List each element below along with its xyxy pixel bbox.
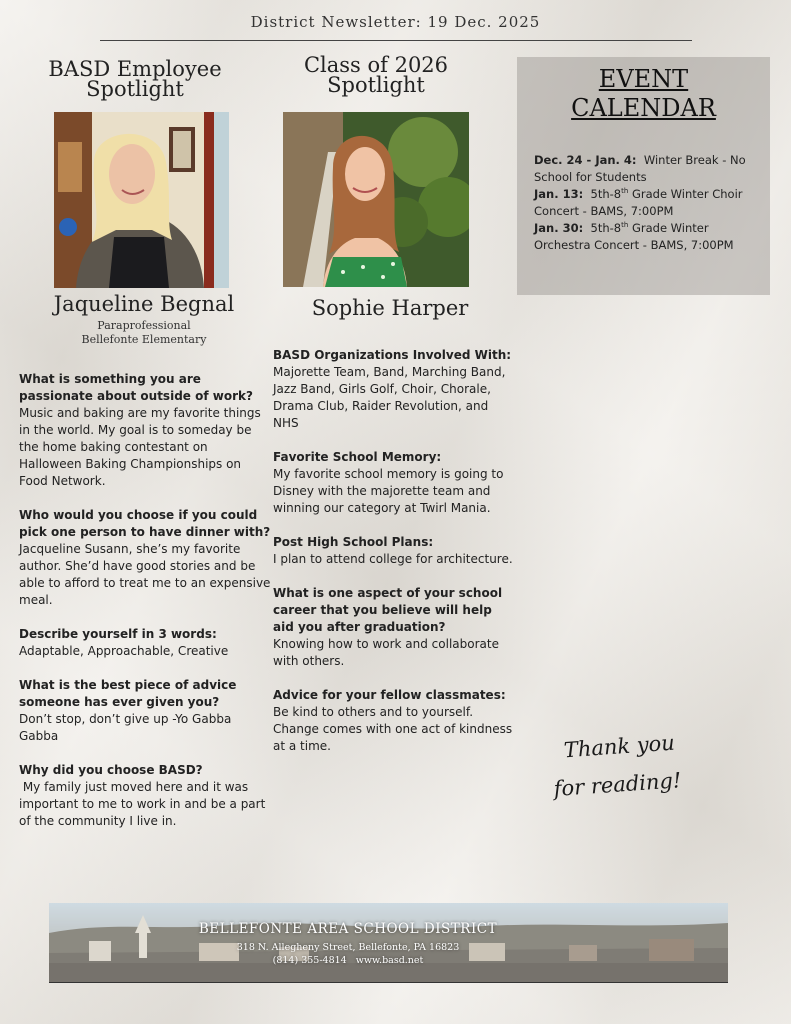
employee-position: Paraprofessional — [97, 319, 191, 332]
footer-contact: (814) 355-4814 www.basd.net — [272, 955, 424, 966]
student-answer: Majorette Team, Band, Marching Band, Jazz Band, Girls Golf, Choir, Chorale, Drama Club, Raider Revolution, and NHS — [273, 365, 506, 430]
student-qa-item — [273, 534, 513, 568]
employee-answer: Music and baking are my favorite things in the world. My goal is to someday be the home baking contestant on Halloween Baking Championships on Food Network. — [19, 406, 261, 488]
event-item — [534, 186, 756, 220]
student-question: BASD Organizations Involved With: — [273, 348, 512, 362]
student-qa-list — [273, 347, 513, 772]
employee-answer: Adaptable, Approachable, Creative — [19, 644, 229, 658]
employee-qa-item — [19, 371, 271, 490]
student-qa-item — [273, 687, 513, 755]
employee-school: Bellefonte Elementary — [81, 333, 207, 346]
student-answer: I plan to attend college for architecture. — [273, 552, 513, 566]
thank-you-line2: for reading! — [552, 768, 682, 802]
portrait-photo-icon — [283, 112, 469, 287]
thank-you-line1: Thank you — [563, 730, 676, 763]
employee-question: Why did you choose BASD? — [19, 763, 203, 777]
event-description: 5th-8 — [590, 187, 622, 201]
event-description-rest: Grade Winter Choir Concert - BAMS, 7:00PM — [534, 187, 743, 218]
student-qa-item — [273, 347, 513, 432]
employee-answer: Don’t stop, don’t give up -Yo Gabba Gabba — [19, 712, 232, 743]
event-item — [534, 152, 756, 186]
footer-address: 318 N. Allegheny Street, Bellefonte, PA 16823 — [236, 942, 460, 953]
employee-role — [40, 319, 248, 347]
event-description-rest: Grade Winter Orchestra Concert - BAMS, 7:00PM — [534, 221, 734, 252]
employee-qa-item — [19, 677, 271, 745]
employee-qa-item — [19, 626, 271, 660]
newsletter-header-title: District Newsletter: 19 Dec. 2025 — [250, 13, 541, 31]
employee-question: Who would you choose if you could pick one person to have dinner with? — [19, 508, 271, 539]
employee-spotlight-heading-line1: BASD Employee — [48, 57, 222, 81]
employee-qa-item — [19, 762, 271, 830]
employee-question: What is something you are passionate about outside of work? — [19, 372, 253, 403]
class-spotlight-heading-line2: Spotlight — [327, 73, 425, 97]
class-spotlight-heading — [280, 55, 472, 95]
student-answer: My favorite school memory is going to Disney with the majorette team and winning our category at Twirl Mania. — [273, 467, 504, 515]
event-calendar-title — [517, 65, 770, 123]
event-ordinal: th — [621, 221, 629, 230]
employee-answer: Jacqueline Susann, she’s my favorite author. She’d have good stories and be able to afford to treat me to an expensive meal. — [19, 542, 271, 607]
student-question: Advice for your fellow classmates: — [273, 688, 506, 702]
event-date: Jan. 13: — [534, 187, 584, 201]
employee-name: Jaqueline Begnal — [53, 292, 235, 316]
portrait-photo-icon — [54, 112, 229, 288]
class-spotlight-heading-line1: Class of 2026 — [303, 53, 449, 77]
event-date: Dec. 24 - Jan. 4: — [534, 153, 637, 167]
student-question: Favorite School Memory: — [273, 450, 442, 464]
student-name: Sophie Harper — [311, 296, 469, 320]
header-divider — [100, 40, 692, 41]
event-calendar-title-line1: EVENT — [598, 65, 689, 93]
employee-question: What is the best piece of advice someone has ever given you? — [19, 678, 237, 709]
event-description: Winter Break - No School for Students — [534, 153, 746, 184]
event-list — [534, 152, 756, 254]
student-question: What is one aspect of your school career that you believe will help aid you after graduation? — [273, 586, 503, 634]
student-qa-item — [273, 585, 513, 670]
employee-qa-item — [19, 507, 271, 609]
thank-you-note — [552, 720, 682, 815]
thank-you-script — [552, 720, 682, 815]
event-calendar-title-line2: CALENDAR — [571, 94, 716, 122]
event-item — [534, 220, 756, 254]
student-question: Post High School Plans: — [273, 535, 434, 549]
employee-spotlight-heading — [40, 59, 230, 99]
event-date: Jan. 30: — [534, 221, 584, 235]
event-calendar-panel — [517, 57, 770, 295]
footer-district-name: BELLEFONTE AREA SCHOOL DISTRICT — [198, 921, 498, 937]
event-ordinal: th — [621, 187, 629, 196]
student-answer: Be kind to others and to yourself. Change comes with one act of kindness at a time. — [273, 705, 513, 753]
student-qa-item — [273, 449, 513, 517]
employee-photo — [54, 112, 229, 288]
employee-question: Describe yourself in 3 words: — [19, 627, 217, 641]
employee-answer: My family just moved here and it was important to me to work in and be a part of the community I live in. — [19, 780, 270, 828]
student-answer: Knowing how to work and collaborate with others. — [273, 637, 499, 668]
employee-qa-list — [19, 371, 271, 847]
event-description: 5th-8 — [590, 221, 622, 235]
employee-spotlight-heading-line2: Spotlight — [86, 77, 184, 101]
footer-divider — [49, 982, 728, 983]
student-photo — [283, 112, 469, 287]
